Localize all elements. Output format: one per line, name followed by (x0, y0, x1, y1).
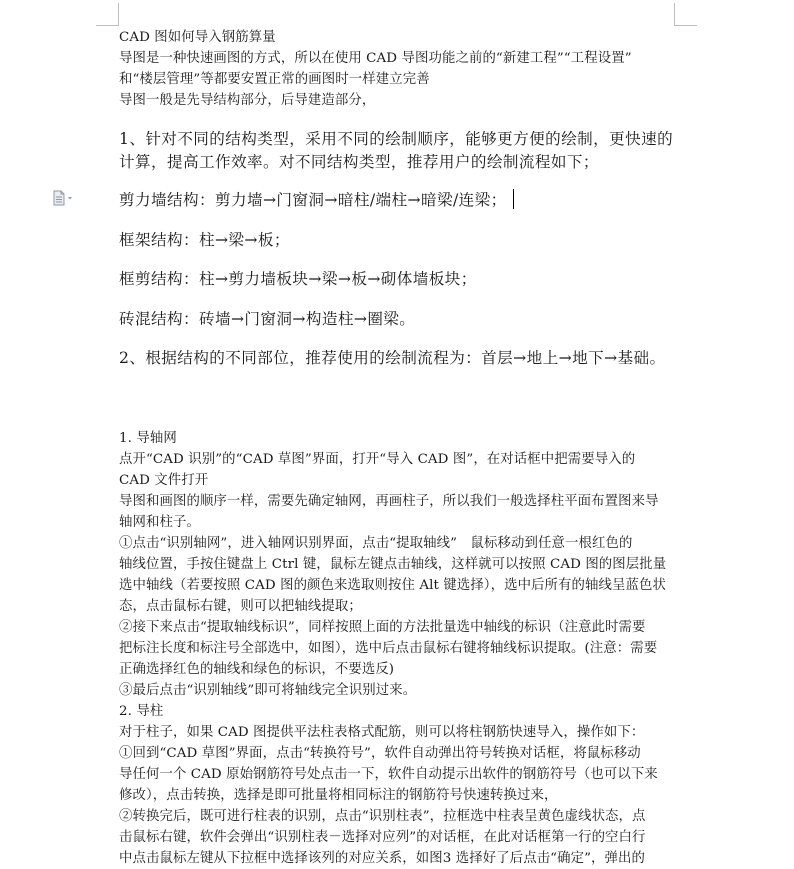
step-line: 轴网和柱子。 (119, 515, 200, 530)
intro-line: 导图一般是先导结构部分，后导建造部分， (119, 93, 376, 108)
step-line: 击鼠标右键，软件会弹出“识别柱表－选择对应列”的对话框，在此对话框第一行的空白行 (119, 830, 646, 845)
step-heading: 1. 导轴网 (119, 431, 177, 446)
step-line: 正确选择红色的轴线和绿色的标识，不要选反) (119, 662, 395, 677)
flow-frame: 框架结构：柱→梁→板； (119, 231, 290, 249)
step-line: 修改），点击转换，选择是即可批量将相同标注的钢筋符号快速转换过来， (119, 788, 558, 803)
step-line: 把标注长度和标注号全部选中，如图），选中后点击鼠标右键将轴线标识提取。(注意：需要 (119, 641, 658, 656)
step-line: 轴线位置，手按住键盘上 Ctrl 键，鼠标左键点击轴线，这样就可以按照 CAD 图的图层批量 (119, 557, 667, 572)
step-line: ①回到“CAD 草图”界面，点击“转换符号”，软件自动弹出符号转换对话框，将鼠标移动 (119, 746, 641, 761)
step-line: 对于柱子，如果 CAD 图提供平法柱表格式配筋，则可以将柱钢筋快速导入，操作如下： (119, 725, 645, 740)
page-corner-mark-right (674, 3, 697, 26)
step-line: 导图和画图的顺序一样，需要先确定轴网，再画柱子，所以我们一般选择柱平面布置图来导 (119, 494, 659, 509)
step-line: 态，点击鼠标右键，则可以把轴线提取； (119, 599, 362, 614)
page-corner-mark-left (96, 3, 119, 26)
step-line: 点开“CAD 识别”的“CAD 草图”界面，打开“导入 CAD 图”，在对话框中把需要导入的 (119, 452, 636, 467)
section1-line: 计算，提高工作效率。对不同结构类型，推荐用户的绘制流程如下； (119, 153, 599, 171)
section1-line: 1、针对不同的结构类型，采用不同的绘制顺序，能够更方便的绘制，更快速的 (119, 130, 674, 148)
step-line: ②接下来点击“提取轴线标识”，同样按照上面的方法批量选中轴线的标识（注意此时需要 (119, 620, 646, 635)
intro-line: 导图是一种快速画图的方式，所以在使用 CAD 导图功能之前的“新建工程”“工程设置” (119, 51, 632, 66)
step-line: 中点击鼠标左键从下拉框中选择该列的对应关系，如图3 选择好了后点击“确定”，弹出的 (119, 851, 646, 866)
intro-line: 和“楼层管理”等都要安置正常的画图时一样建立完善 (119, 72, 430, 87)
document-title: CAD 图如何导入钢筋算量 (119, 30, 276, 45)
step-line: 选中轴线（若要按照 CAD 图的颜色来选取则按住 Alt 键选择），选中后所有的轴线呈蓝色状 (119, 578, 666, 593)
step-line: 导任何一个 CAD 原始钢筋符号处点击一下，软件自动提示出软件的钢筋符号（也可以下来 (119, 767, 658, 782)
step-line: ②转换完后，既可进行柱表的识别，点击“识别柱表”，拉框选中柱表呈黄色虚线状态，点 (119, 809, 646, 824)
paragraph-menu-icon[interactable] (52, 190, 80, 206)
text-cursor (513, 189, 515, 209)
flow-text: 剪力墙结构：剪力墙→门窗洞→暗柱/端柱→暗梁/连梁； (119, 191, 507, 209)
flow-frame-shear: 框剪结构：柱→剪力墙板块→梁→板→砌体墙板块； (119, 270, 477, 288)
step-line: ①点击“识别轴网”，进入轴网识别界面，点击“提取轴线” 鼠标移动到任意一根红色的 (119, 536, 633, 551)
flow-brick: 砖混结构：砖墙→门窗洞→构造柱→圈梁。 (119, 310, 416, 328)
step-heading: 2. 导柱 (119, 704, 164, 719)
step-line: CAD 文件打开 (119, 473, 209, 488)
flow-shear-wall[interactable] (119, 188, 514, 212)
section2-line: 2、根据结构的不同部位，推荐使用的绘制流程为：首层→地上→地下→基础。 (119, 349, 666, 367)
step-line: ③最后点击“识别轴线”即可将轴线完全识别过来。 (119, 683, 417, 698)
